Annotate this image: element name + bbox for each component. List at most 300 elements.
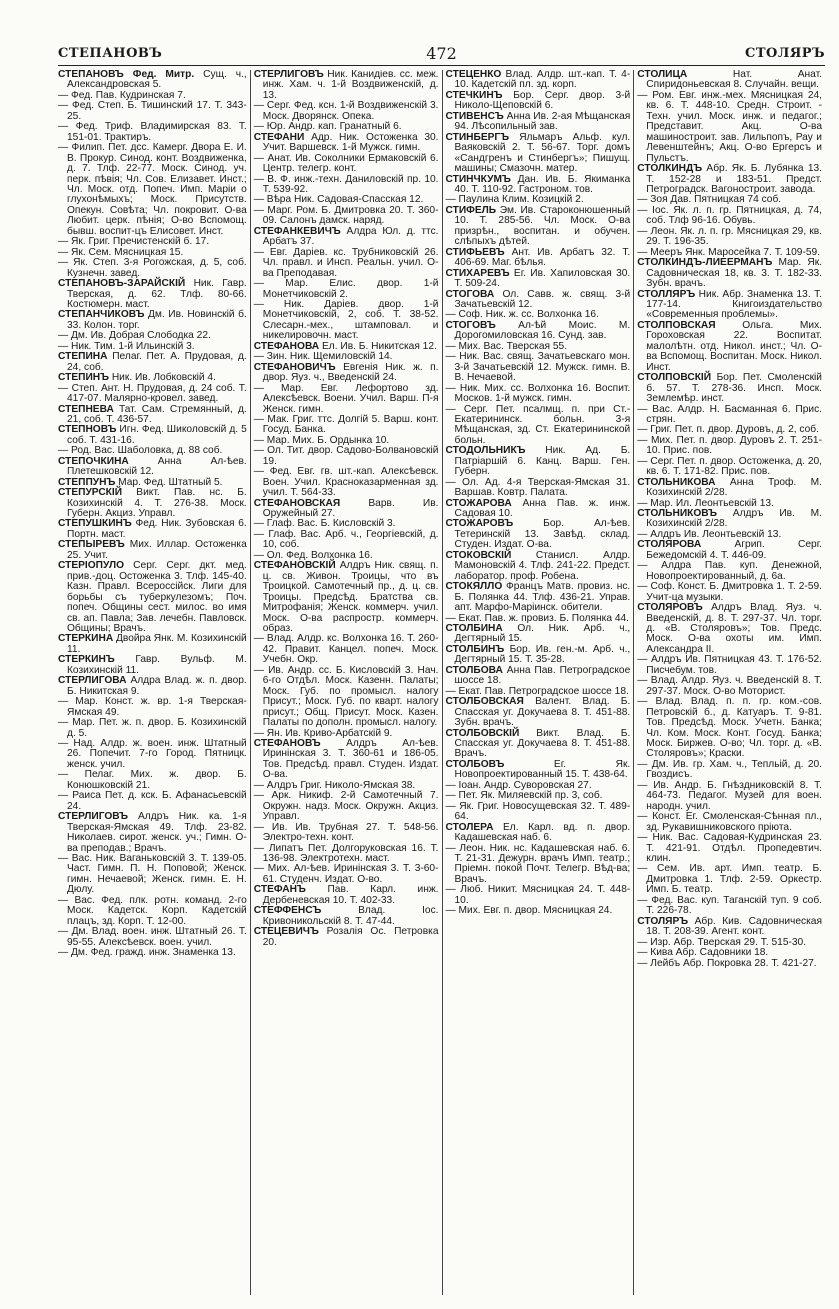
entry-details: — Як. Григ. Пречистенскій б. 17. [58, 236, 210, 248]
entry-surname: СТОЛЕРА [445, 821, 494, 833]
entry-surname: СТЕПАНЧИКОВЪ [58, 309, 145, 321]
directory-entry [637, 582, 822, 603]
directory-entry [446, 405, 631, 447]
directory-entry [254, 300, 439, 342]
entry-surname: СТОЛЬНИКОВА [637, 476, 716, 488]
directory-entry [58, 655, 247, 676]
directory-entry [446, 290, 631, 311]
entry-details: Абр. Кив. Садовническая 18. Т. 208-39. Агент. конт. [646, 915, 822, 938]
directory-entry [637, 655, 822, 676]
entry-surname: СТИХАРЕВЪ [445, 267, 510, 279]
entry-details: — Леон. Ник. нс. Кадашевская наб. 6. Т. 21-31. Дежурн. врачъ Имп. театр.; Пріемн. покой Почт. Телегр. Вѣд-ва; Врачъ. [445, 842, 631, 885]
entry-surname: СТОЖАРОВА [445, 497, 512, 509]
entry-surname: СТИВЕНСЪ [445, 110, 504, 122]
entry-details: — Вас. Фед. плк. ротн. команд. 2-го Моск. Кадетск. Корп. Кадетскій плацъ, зд. Корп. Т. 12-00. [58, 894, 247, 927]
entry-details: Розалія Ос. Петровка 20. [262, 926, 439, 948]
directory-entry [637, 760, 822, 781]
entry-details: Мар. Фед. Штатный 5. [115, 476, 223, 488]
directory-entry [637, 540, 822, 561]
entry-surname: СТОГОВА [445, 288, 495, 300]
entry-details: Анна Пав. Петроградское шоссе 18. [454, 664, 631, 687]
entry-details: Викт. Влад. Б. Спасская уг. Докучаева 8. Т. 451-88. Врачъ. [454, 727, 631, 760]
entry-surname: СТЕПИНЪ [58, 372, 109, 384]
entry-surname: СТОЛПОВСКАЯ [637, 319, 716, 331]
directory-entry [637, 833, 822, 864]
entry-details: Ол. Савв. ж. свящ. 3-й Зачатьевскій 12. [454, 288, 631, 310]
entry-surname: СТЕФФЕНСЪ [253, 905, 322, 917]
directory-entry [446, 384, 631, 405]
entry-details: — Арк. Никиф. 2-й Самотечный 7. Окружн. надз. Моск. Окружн. Акциз. Управл. [253, 790, 439, 823]
entry-details: — Серг. Фед. ксн. 1-й Воздвиженскій 3. Моск. Дворянск. Опека. [253, 100, 439, 122]
directory-entry [637, 676, 822, 697]
directory-entry [446, 729, 631, 760]
directory-entry [446, 624, 631, 645]
entry-details: — Липатъ Пет. Долгоруковская 16. Т. 136-98. Электротехн. маст. [253, 842, 439, 864]
entry-details: — Як. Григ. Новосущевская 32. Т. 489-64. [445, 800, 631, 823]
entry-details: — Степ. Ант. Н. Прудовая, д. 24 соб. Т. 417-07. Малярно-кровел. завед. [58, 382, 247, 405]
directory-entry [58, 70, 247, 91]
entry-surname: СТЕФАНОВСКІЙ [253, 560, 336, 572]
directory-entry [58, 519, 247, 540]
running-head-right: СТОЛЯРЪ [744, 46, 825, 61]
entry-surname: СТЕРЛИГОВЪ [253, 70, 324, 80]
column-2 [250, 70, 442, 1295]
entry-details: — Екат. Пав. Петроградское шоссе 18. [445, 685, 629, 697]
directory-entry [637, 227, 822, 248]
directory-entry [58, 634, 247, 655]
directory-entry [637, 959, 822, 969]
directory-entry [637, 91, 822, 164]
entry-details: — Ник. Тим. 1-й Ильинскій 3. [58, 340, 195, 352]
entry-details: — Алдра Пав. куп. Денежной, Новопроектированный, д. 6а. [637, 560, 822, 582]
entry-details: Алдръ Ник. свящ. п. ц. св. Живон. Троицы, что въ Троицкой. Самотечный пр., д. ц. св. Троицы. Предсѣд. Братства св. Митрофанія; Женск. коммерч. учил. Моск. О-ва распростр. коммерч. образ. [262, 560, 439, 635]
entry-details: Ел. Карл. вд. п. двор. Кадашевская наб. 6. [454, 821, 631, 844]
directory-entry [58, 927, 247, 948]
entry-details: — Вас. Ник. Ваганьковскій 3. Т. 139-05. Част. Гимн. П. Н. Поповой; Женск. гимн. Нечаевой; Женск. гимн. Е. Н. Дюлу. [58, 852, 247, 896]
entry-surname: СТЕПАНОВЪ-ЗАРАЙСКІЙ [58, 278, 186, 290]
entry-details: — Глаф. Вас. Б. Кисловскій 3. [253, 518, 396, 530]
entry-details: — Мар. Пет. ж. п. двор. Б. Козихинскій д. 5. [58, 717, 247, 739]
directory-entry [58, 384, 247, 405]
directory-entry [58, 896, 247, 927]
entry-details: Ник. Абр. Знаменка 13. Т. 177-14. Книгоиздательство «Современныя проблемы». [646, 288, 822, 321]
entry-details: Анна Пав. ж. инж. Садовая 10. [454, 497, 631, 520]
entry-details: Ег. Як. Новопроектированный 15. Т. 438-64. [454, 758, 631, 781]
entry-details: Бор. Пет. Смоленскій б. 57. Т. 278-36. Инсп. Моск. Землемѣр. инст. [646, 372, 822, 405]
entry-surname: СТЕЧКИНЪ [445, 89, 503, 101]
entry-surname: СТЕЦЕВИЧЪ [253, 926, 319, 938]
directory-entry [254, 823, 439, 844]
entry-details: — Іоан. Андр. Суворовская 27. [445, 779, 592, 791]
entry-surname: СТОЛБОВСКАЯ [445, 696, 524, 708]
directory-entry [446, 519, 631, 550]
entry-surname: СТОЛБИНА [445, 623, 503, 635]
directory-entry [637, 405, 822, 426]
entry-details: Влад. Іос. Кривоникольскій 8. Т. 47-44. [262, 905, 439, 927]
directory-entry [58, 791, 247, 812]
directory-entry [637, 697, 822, 760]
entry-surname: СТЕФАНОВСКАЯ [253, 497, 341, 509]
directory-entry [58, 352, 247, 373]
entry-surname: СТЕПЫРЕВЪ [58, 539, 125, 551]
directory-entry [637, 290, 822, 321]
directory-entry [58, 258, 247, 279]
directory-entry [58, 143, 247, 237]
entry-details: — Мар. Ил. Леонтьевскій 13. [637, 497, 774, 509]
entry-surname: СТОЛЬНИКОВЪ [637, 508, 717, 520]
entry-details: — Дм. Влад. воен. инж. Штатный 26. Т. 95-55. Алексѣевск. воен. учил. [58, 926, 247, 948]
directory-entry [254, 864, 439, 885]
entry-details: Ольга. Мих. Гороховская 22. Воспитат. малолѣтн. отд. Никол. инст.; Чл. О-ва Вспомощ. Воспитан. Моск. Никол. Инст. [646, 319, 822, 373]
entry-details: — Пелаг. Мих. ж. двор. Б. Конюшковскій 21. [58, 769, 247, 791]
entry-details: — Изр. Абр. Тверская 29. Т. 515-30. [637, 936, 807, 948]
entry-details: — Евг. Дарiев. кс. Трубниковскій 26. Чл. правл. и Инсп. Реальн. учил. О-ва Преподавая. [253, 246, 439, 279]
directory-entry [637, 258, 822, 289]
directory-entry [58, 718, 247, 739]
directory-entry [637, 603, 822, 655]
entry-details: Алдръ Ив. М. Козихинскій 2/28. [646, 508, 822, 530]
entry-surname: СТОЛЯРЪ [637, 915, 689, 927]
entry-details: — Зоя Дав. Пятницкая 74 соб. [637, 194, 782, 206]
entry-details: Бор. Серг. двор. 3-й Николо-Щеповскій 6. [454, 89, 631, 112]
directory-entry [637, 436, 822, 457]
directory-entry [637, 70, 822, 91]
directory-entry [58, 948, 247, 958]
entry-details: Варв. Ив. Оружейный 27. [262, 497, 439, 520]
entry-details: Мар. Як. Садовническая 18, кв. 3. Т. 182-33. Зубн. врачъ. [646, 257, 822, 290]
entry-details: — Ол. Ад. 4-я Тверская-Ямская 31. Варшав. Ковтр. Палата. [445, 476, 631, 499]
entry-details: — Юр. Андр. кап. Гранатный 6. [253, 121, 402, 133]
entry-details: — Фед. Пав. Кудринская 7. [58, 89, 186, 101]
entry-details: — Мар. Евг. Лефортово зд. Алексѣевск. Воени. Учил. Варш. П-я Женск. гимн. [253, 382, 439, 415]
entry-surname: СТОЛБОВА [445, 664, 503, 676]
entry-surname: СТОЛЛЯРЪ [637, 288, 696, 300]
directory-entry [58, 101, 247, 122]
directory-entry [254, 561, 439, 634]
directory-entry [58, 457, 247, 478]
entry-details: — Филип. Пет. дсс. Камерг. Двора Е. И. В. Прокур. Синод. конт. Воздвиженка, д. 7. Тлф. 22-77. Моск. Синод. уч. перк. пѣвія; Чл. Сов. Елизавет. Инст.; Чл. Моск. отд. Попеч. Имп. Маріи о глухонѣмыхъ; Моск. Присутств. Опекун. Совѣта; Чл. покровит. О-ва Любит. церк. пѣнія; О-во Вспомощ. бывш. воспит-цъ Елисовет. Инст. [58, 142, 247, 237]
entry-details: Викт. Пав. нс. Б. Козихинскій 4. Т. 276-38. Моск. Губерн. Акциз. Управл. [67, 487, 247, 520]
entry-surname: СТОЛИЦА [637, 70, 688, 80]
entry-surname: СТЕЦЕНКО [445, 70, 502, 80]
entry-details: — Серг. Пет. псалмщ. п. при Ст.-Екатерининск. больн. 3-я Мѣщанская, зд. Ст. Екатерининской больн. [445, 403, 631, 446]
entry-details: — Мар. Конст. ж. вр. 1-я Тверская-Ямская 49. [58, 696, 247, 718]
running-head [58, 44, 825, 66]
directory-entry [446, 248, 631, 269]
entry-details: Дан. Ив. Б. Якиманка 40. Т. 110-92. Гастроном. тов. [454, 173, 631, 195]
entry-details: — Іос. Як. л. п. гр. Пятницкая, д. 74, соб. Тлф 96-16. Обувь. [637, 204, 822, 227]
directory-entry [58, 425, 247, 446]
entry-details: Пав. Карл. инж. Дербеневская 10. Т. 402-33. [262, 884, 439, 906]
entry-details: Гавр. Вульф. М. Козихинскій 11. [67, 654, 247, 676]
directory-entry [637, 896, 822, 917]
directory-entry [254, 415, 439, 436]
entry-surname: СТЕПНОВЪ [58, 424, 117, 436]
directory-entry [446, 844, 631, 886]
entry-details: — Ив. Андр. Б. Гнѣздниковскій 8. Т. 464-73. Педагог. Музей для воен. народн. учил. [637, 779, 822, 812]
entry-surname: СТИФЕЛЬ [445, 204, 497, 216]
directory-entry [254, 227, 439, 248]
entry-details: — Мак. Григ. ттс. Долгій 5. Варш. конт. Госуд. Банка. [253, 413, 439, 436]
entry-details: Игн. Фед. Шиколовскій д. 5 соб. Т. 431-16. [67, 424, 247, 446]
directory-entry [254, 634, 439, 665]
directory-entry [254, 248, 439, 279]
entry-surname: СТЕПИНА [58, 351, 108, 363]
directory-entry [446, 206, 631, 248]
directory-entry [58, 279, 247, 310]
directory-entry [446, 446, 631, 477]
entry-details: Ник. Гавр. Тверская, д. 62. Тлф. 80-66. Костюмерн. маст. [67, 278, 247, 310]
entry-details: Алдръ Ник. ка. 1-я Тверская-Ямская 49. Тлф. 23-82. Николаев. сирот. женск. уч.; Гимн. О-ва преподав.; Врачъ. [67, 811, 247, 854]
directory-entry [254, 844, 439, 865]
entry-details: — Ник. Вас. свящ. Зачатьевскаго мон. 3-й Зачатьевскій 12. Мужск. гимн. В. В. Нечаевой. [445, 351, 631, 384]
directory-entry [58, 697, 247, 718]
entry-details: Бор. Ив. ген.-м. Арб. ч., Дегтярный 15. Т. 35-28. [454, 643, 631, 666]
entry-details: — Пет. Як. Миляевскій пр. 3, соб. [445, 790, 603, 802]
entry-details: — Над. Алдр. ж. воен. инж. Штатный 26. Попечит. 7-го Город. Пятницк. женск. учил. [58, 738, 247, 770]
entry-surname: СТЕПУШКИНЪ [58, 518, 132, 530]
entry-details: — Екат. Пав. ж. провиз. Б. Полянка 44. [445, 612, 629, 624]
entry-surname: СТЕРКИНА [58, 633, 114, 645]
entry-surname: СТОЛБОВЪ [445, 758, 505, 770]
entry-details: Алдра Влад. ж. п. двор. Б. Никитская 9. [67, 675, 247, 697]
directory-entry [58, 812, 247, 854]
entry-details: — Мар. Елис. двор. 1-й Монетчиковскій 2. [253, 278, 439, 300]
entry-surname: СТОЛКИНДЪ-ЛИЕЕРМАНЪ [637, 257, 773, 269]
directory-entry [58, 854, 247, 896]
entry-details: Двойра Янк. М. Козихинскій 11. [67, 633, 247, 655]
entry-details: — Дм. Фед. гражд. инж. Знаменка 13. [58, 947, 236, 959]
entry-details: Агрип. Серг. Бежедомскій 4. Т. 446-09. [646, 539, 822, 561]
running-head-left: СТЕПАНОВЪ [58, 46, 163, 61]
page-number: 472 [426, 44, 457, 63]
entry-details: — Раиса Пет. д. кск. Б. Афанасьевскій 24. [58, 790, 247, 812]
entry-surname: СТЕПУРСКІЙ [58, 487, 123, 499]
entry-details: — Сем. Ив. арт. Имп. театр. Б. Дмитровка 1. Тлф. 2-59. Оркестр. Имп. Б. театр. [637, 863, 822, 896]
entry-details: — Влад. Алдр. кс. Волхонка 16. Т. 260-42. Правит. Канцел. попеч. Моск. Учебн. Окр. [253, 633, 439, 666]
directory-entry [254, 927, 439, 948]
entry-details: — Паулина Клим. Козицкій 2. [445, 194, 584, 206]
entry-details: Мих. Иллар. Остоженка 25. Учит. [67, 539, 247, 561]
entry-details: Ник. Ад. Б. Патріаршій 6. Канц. Варш. Ген. Губерн. [454, 445, 631, 478]
directory-entry [446, 321, 631, 342]
entry-details: Абр. Як. Б. Лубянка 13. Т. 152-28 и 183-51. Предст. Петроградск. Вагоностроит. завода. [646, 163, 822, 195]
directory-entry [446, 802, 631, 823]
entry-details: — Вѣра Ник. Садовая-Спасская 12. [253, 194, 424, 206]
directory-entry [254, 791, 439, 822]
directory-entry [58, 739, 247, 770]
entry-details: — Ив. Андр. сс. Б. Кисловскій 3. Нач. 6-го Отдѣл. Моск. Казенн. Палаты; Моск. Губ. по промысл. налогу Присут.; Моск. Губ. по кварт. налогу присут.; Общ. Присут. Моск. Казен. Палаты по дополн. промысл. налогу. [253, 664, 439, 729]
entry-surname: СТЕФАНЪ [253, 884, 306, 896]
entry-surname: СТЕФАНКЕВИЧЪ [253, 225, 341, 237]
entry-details: — Ол. Тит. двор. Садово-Болвановскій 19. [253, 445, 439, 467]
entry-details: Пелаг. Пет. А. Прудовая, д. 24, соб. [67, 351, 247, 373]
directory-entry [446, 175, 631, 196]
directory-entry [446, 352, 631, 383]
entry-details: — Мих. Ал-ѣев. Иринінская 3. Т. 3-60-61. Студенч. Издат. О-во. [253, 863, 439, 885]
entry-details: Францъ Матв. провиз. нс. Б. Полянка 44. Тлф. 436-21. Управ. апт. Марфо-Маріинск. обители. [454, 581, 631, 614]
entry-surname: СТЕППУНЪ [58, 476, 116, 488]
directory-entry [254, 739, 439, 781]
directory-entry [637, 864, 822, 895]
entry-details: Дм. Ив. Новинскій б. 33. Колон. торг. [67, 309, 247, 331]
entry-details: — Григ. Пет. п. двор. Дуровъ, д. 2, соб. [637, 424, 819, 436]
directory-entry [446, 499, 631, 520]
entry-details: Эм. Ив. Староконюшенный 10. Т. 285-56. Чл. Моск. О-ва призрѣн., воспитан. и обучен. слѣпыхъ дѣтей. [454, 204, 631, 248]
entry-surname: СТЕПНЕВА [58, 403, 114, 415]
directory-entry [446, 478, 631, 499]
directory-entry [254, 906, 439, 927]
entry-details: — В. Ф. инж.-техн. Даниловскій пр. 10. Т. 539-92. [253, 173, 439, 195]
entry-details: Алдра Юл. д. ттс. Арбатъ 37. [262, 225, 439, 248]
directory-entry [637, 509, 822, 530]
directory-entry [446, 133, 631, 175]
entry-details: Евгенія Ник. ж. п. двор. Яуз. ч., Введенскій 24. [262, 361, 439, 384]
entry-surname: СТОЛПОВСКІЙ [637, 372, 712, 384]
entry-details: — Кива Абр. Садовники 18. [637, 947, 769, 959]
directory-entry [254, 206, 439, 227]
entry-details: — Мих. Пет. п. двор. Дуровъ 2. Т. 251-10. Прис. пов. [637, 434, 822, 457]
entry-surname: СТОКОВСКІЙ [445, 549, 512, 561]
columns-container [58, 70, 825, 1295]
entry-details: Бор. Ал-ѣев. Тетеринскій 13. Завѣд. склад. Студен. Издат. О-ва. [454, 518, 631, 551]
entry-surname: СТИФЬЕВЪ [445, 246, 505, 258]
entry-surname: СТЕФАНОВЪ [253, 738, 321, 749]
entry-details: Ник. Канидіев. сс. меж. инж. Хам. ч. 1-й Воздвиженскій, д. 13. [262, 70, 439, 101]
directory-entry [254, 70, 439, 101]
entry-details: Адр. Ник. Остоженка 30. Учит. Варшевск. 1-й Мужск. гимн. [262, 131, 439, 154]
entry-surname: СТЕРЛИГОВЪ [58, 811, 129, 823]
entry-details: — Влад. Алдр. Яуз. ч. Введенскій 8. Т. 297-37. Моск. О-во Моторист. [637, 675, 822, 697]
entry-details: — Ром. Евг. инж.-мех. Мясницкая 24, кв. 6. Т. 448-10. Средн. Строит. - Техн. учил. Моск. инж. и педагог.; Представит. Акц. О-ва машиностроит. зав. Лильпопъ, Рау и Левенштейнъ; Акц. О-во Ергерсъ и Пульстъ. [637, 89, 822, 164]
entry-details: Ег. Ив. Хапиловская 30. Т. 509-24. [454, 267, 631, 290]
entry-details: Серг. Серг. дкт. мед. прив.-доц. Остоженка 3. Тлф. 145-40. Казн. Правл. Всероссійск. Лиги для борьбы съ туберкулезомъ; Поч. попеч. Общины сест. милос. во имя св. ап. Павла; Зав. лечебн. Павловск. Общины; Врачъ. [67, 560, 247, 635]
directory-entry [446, 70, 631, 91]
entry-details: Нат. Анат. Спиридоньевская 8. Случайн. вещи. [646, 70, 822, 91]
entry-surname: СТЕФАНИ [253, 131, 305, 143]
entry-details: — Мих. Евг. п. двор. Мясницкая 24. [445, 905, 613, 917]
directory-entry [446, 582, 631, 613]
directory-entry [254, 363, 439, 384]
directory-entry [446, 666, 631, 687]
directory-entry [254, 175, 439, 196]
entry-details: — Ник. Мих. сс. Волхонка 16. Воспит. Москов. 1-й мужск. гимн. [445, 382, 631, 405]
entry-details: Ал-ѣй Моис. М. Дорогомиловская 16. Сунд. зав. [454, 319, 631, 342]
entry-details: — Фед. Евг. гв. шт.-кап. Алексѣевск. Воен. Учил. Красноказарменная зд. учил. Т. 564-33. [253, 466, 439, 499]
directory-entry [637, 206, 822, 227]
entry-details: — Анат. Ив. Соколники Ермаковскій 6. Центр. телегр. конт. [253, 152, 439, 175]
directory-entry [637, 478, 822, 499]
entry-surname: СТОЛБИНЪ [445, 643, 505, 655]
entry-details: — Мееръ Янк. Маросейка 7. Т. 109-59. [637, 246, 821, 258]
directory-entry [254, 530, 439, 551]
entry-details: — Фед. Степ. Б. Тишинский 17. Т. 343-25. [58, 100, 247, 122]
entry-surname: СТИНБЕРГЪ [445, 131, 510, 143]
entry-surname: СТОЛЯРОВЪ [637, 602, 703, 614]
column-3 [442, 70, 634, 1295]
entry-details: Алдръ Ал-ѣев. Иринінская 3. Т. 360-61 и 186-05. Тов. Предсѣд. правл. Студен. Издат. О-ва. [262, 738, 439, 781]
directory-entry [637, 561, 822, 582]
header-rule [58, 65, 825, 66]
entry-details: Анна Ив. 2-ая Мѣщанская 94. Лѣсопильный зав. [454, 110, 631, 133]
entry-details: — Алдръ Григ. Николо-Ямская 38. [253, 779, 416, 791]
entry-details: — Ол. Фед. Волхонка 16. [253, 549, 373, 561]
column-4 [633, 70, 825, 1295]
entry-surname: СТОЛКИНДЪ [637, 163, 703, 175]
entry-details: — Алдръ Ив. Пятницкая 43. Т. 176-52. Писчебум. тов. [637, 654, 822, 676]
entry-surname: СТОДОЛЬНИКЪ [445, 445, 526, 457]
directory-entry [254, 384, 439, 415]
directory-entry [446, 91, 631, 112]
directory-entry [254, 446, 439, 467]
directory-entry [254, 133, 439, 154]
entry-details: Фед. Ник. Зубовская 6. Портн. маст. [67, 518, 247, 540]
entry-details: Яльмаръ Альф. кул. Ваяковскій 2. Т. 56-67. Торг. домъ «Сандгренъ и Стинбергъ»; Пишущ. машины; Смазочн. матер. [454, 131, 631, 175]
directory-entry [58, 540, 247, 561]
directory-entry [637, 321, 822, 373]
directory-entry [58, 676, 247, 697]
entry-surname: СТИНЧКУМЪ [445, 173, 511, 185]
directory-entry [58, 405, 247, 426]
entry-details: Ел. Ив. Б. Никитская 12. [319, 340, 437, 352]
directory-entry [446, 269, 631, 290]
entry-details: Тат. Сам. Стремянный, д. 21, соб. Т. 436-57. [67, 403, 247, 425]
entry-details: — Глаф. Вас. Арб. ч., Георгіевскій, д. 10, соб. [253, 528, 439, 551]
directory-entry [637, 457, 822, 478]
directory-entry [254, 279, 439, 300]
column-1 [58, 70, 250, 1295]
directory-entry [58, 122, 247, 143]
directory-entry [637, 781, 822, 812]
entry-details: — Вас. Алдр. Н. Басманная 6. Прис. стрян. [637, 403, 822, 425]
entry-surname: СТЕФАНОВИЧЪ [253, 361, 336, 373]
entry-details: — Леон. Як. л. п. гр. Мясницкая 29, кв. 29. Т. 196-35. [637, 225, 822, 248]
entry-surname: СТЕПАНОВЪ Фед. Митр. [58, 70, 195, 80]
directory-entry [446, 697, 631, 728]
entry-details: Ол. Ник. Арб. ч., Дегтярный 15. [454, 623, 631, 645]
entry-surname: СТЕРІОПУЛО [58, 560, 125, 572]
directory-entry [446, 760, 631, 781]
entry-details: — Фед. Триф. Владимирская 83. Т. 151-01. Трактиръ. [58, 121, 247, 143]
directory-entry [254, 154, 439, 175]
entry-surname: СТОКЯЛЛО [445, 581, 503, 593]
directory-entry [446, 885, 631, 906]
entry-surname: СТОГОВЪ [445, 319, 496, 331]
directory-entry [58, 488, 247, 519]
entry-details: — Мар. Мих. Б. Ордынка 10. [253, 434, 390, 446]
directory-entry [254, 467, 439, 498]
entry-details: Сущ. ч., Александровская 5. [67, 70, 247, 91]
entry-details: — Соф. Ник. ж. сс. Волхонка 16. [445, 309, 599, 321]
directory-entry [637, 812, 822, 833]
directory-entry [637, 164, 822, 195]
entry-details: — Конст. Ег. Смоленская-Сѣнная пл., зд. Рукавишниковского пріюта. [637, 811, 822, 833]
directory-entry [637, 917, 822, 938]
directory-entry [58, 310, 247, 331]
entry-details: — Влад. Влад. п. п. гр. ком.-сов. Петровскій б., д. Катуаръ. Т. 9-81. Тов. Предсѣд. Моск. Учетн. Банка; Чл. Ком. Моск. Конт. Госуд. Банка; Моск. Биржев. О-во; Чл. торг. д. «В. Столяровъ»; Краски. [637, 696, 822, 760]
directory-entry [58, 561, 247, 634]
entry-details: — Ян. Ив. Криво-Арбатскій 9. [253, 727, 393, 739]
entry-details: — Як. Сем. Мясницкая 15. [58, 246, 184, 258]
directory-entry [254, 499, 439, 520]
directory-entry [446, 906, 631, 916]
entry-details: — Ив. Ив. Трубная 27. Т. 548-56. Электро-техн. конт. [253, 821, 439, 844]
entry-details: Влад. Алдр. шт.-кап. Т. 4-10. Кадетскій пл. зд. корп. [454, 70, 631, 91]
entry-details: Алдръ Влад. Яуз. ч. Введенскій, д. 8. Т. 297-37. Чл. торг. д. «В. Столяровъ»; Тов. Предс. Моск. О-ва охоты им. Имп. Александра II. [646, 602, 822, 655]
directory-entry [446, 823, 631, 844]
entry-details: — Ник. Вас. Садовая-Кудринская 23. Т. 421-91. Отдѣл. Пропедевтич. клин. [637, 832, 822, 864]
directory-entry [446, 645, 631, 666]
